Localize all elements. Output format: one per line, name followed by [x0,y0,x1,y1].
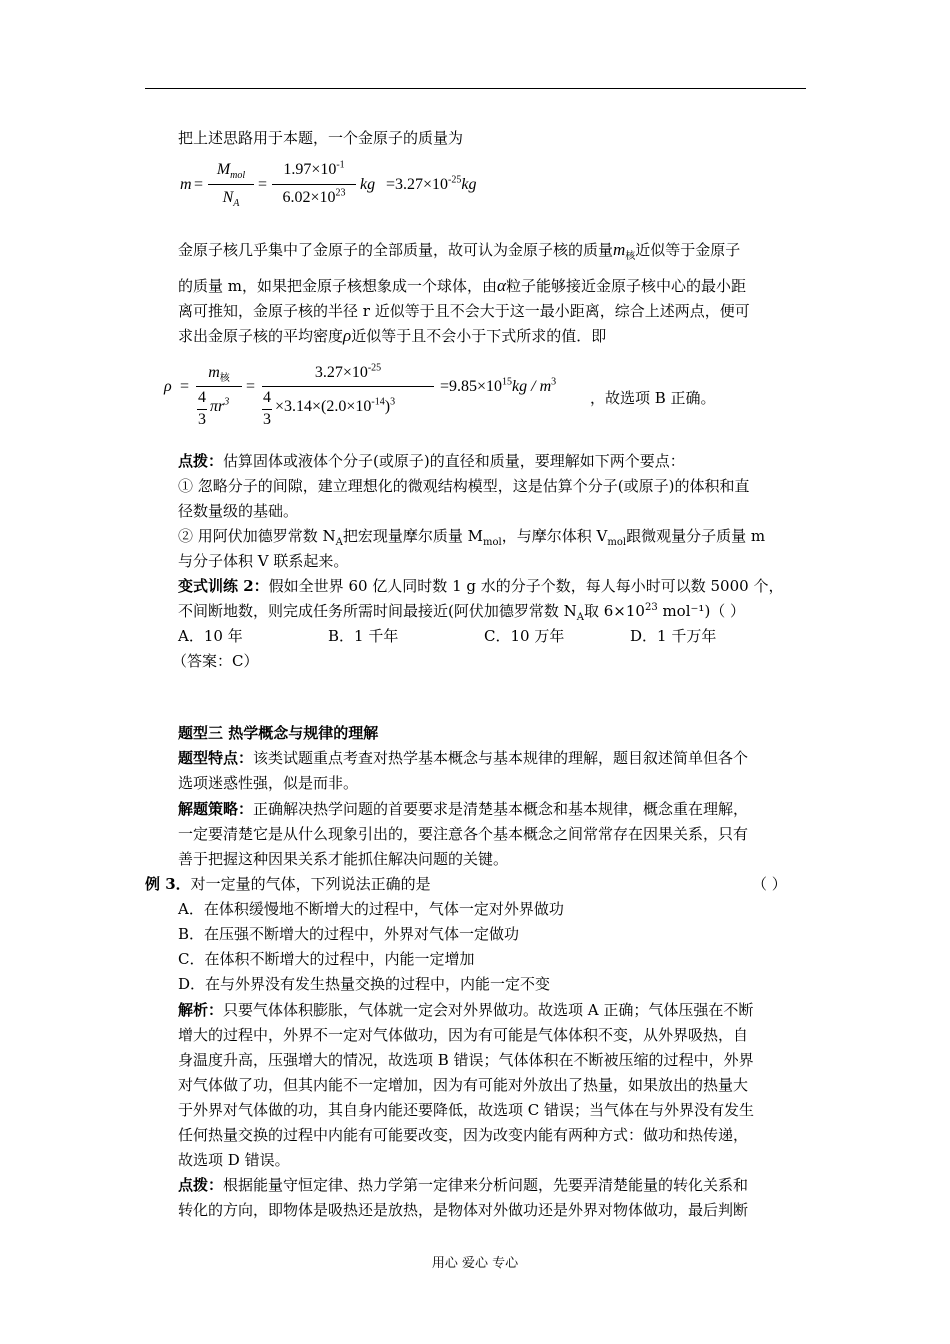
section-feature-line2: 选项迷惑性强，似是而非。 [178,774,359,792]
eq2-result: $=9.85\times 10^{15}kg / m^3$ [440,376,557,395]
example3-option: A．在体积缓慢地不断增大的过程中，气体一定对外界做功 [178,900,564,918]
dianbo1-p1b: 径数量级的基础。 [178,502,299,520]
example3-option: B．在压强不断增大的过程中，外界对气体一定做功 [178,925,520,943]
analysis-line: 解析：只要气体体积膨胀，气体就一定会对外界做功。故选项 A 正确；气体压强在不断 [178,1001,754,1019]
eq2-bar1b [197,409,207,410]
bianshi-option-b: B．1 千年 [328,627,399,645]
eq1-m: m [180,176,192,193]
example3-option: D．在与外界没有发生热量交换的过程中，内能一定不变 [178,975,551,993]
analysis-line: 对气体做了功，但其内能不一定增加，因为有可能对外放出了热量，如果放出的热量大 [178,1076,749,1094]
example3-bracket: （ ） [752,875,787,893]
eq1-den: $6.02\times 10^{23}$ [282,187,346,206]
dianbo1-p2a: ② 用阿伏加德罗常数 $N_A$把宏现量摩尔质量 $M_{mol}$，与摩尔体积 $V_{mol}$跟微观量分子质量 m [178,527,766,548]
bianshi-line1: 变式训练 2：假如全世界 60 亿人同时数 1 g 水的分子个数，每人每小时可以数 5000 个， [178,577,784,595]
bianshi-option-d: D．1 千万年 [630,627,717,645]
analysis-line: 任何热量交换的过程中内能有可能要改变，因为改变内能有两种方式：做功和热传递， [178,1126,749,1144]
eq2-mnum: $m_核$ [208,364,230,385]
analysis-line: 故选项 D 错误。 [178,1151,290,1169]
section-feature-line1: 题型特点：该类试题重点考查对热学基本概念与基本规律的理解，题目叙述简单但各个 [178,749,749,767]
analysis-line: 增大的过程中，外界不一定对气体做功，因为有可能是气体体积不变，从外界吸热，自 [178,1026,749,1044]
dianbo2-line: 点拨：根据能量守恒定律、热力学第一定律来分析问题，先要弄清楚能量的转化关系和 [178,1176,749,1194]
eq1-bar2 [272,184,356,185]
para1-line4: 求出金原子核的平均密度ρ近似等于且不会小于下式所求的值．即 [178,326,607,345]
eq1-result: $=3.27\times 10^{-25}kg$ [386,174,477,193]
dianbo1-p1a: ① 忽略分子的间隙，建立理想化的微观结构模型，这是估算个分子(或原子)的体积和直 [178,477,750,495]
bianshi-option-a: A．10 年 [178,627,243,645]
example3-question: 例 3．对一定量的气体，下列说法正确的是 [145,875,431,893]
eq2-bar1 [196,386,242,387]
section-strategy-line3: 善于把握这种因果关系才能抓住解决问题的关键。 [178,850,509,868]
para1-line1: 金原子核几乎集中了金原子的全部质量，故可认为金原子核的质量$m_核$近似等于金原子 [178,240,741,262]
bianshi-line2: 不间断地数，则完成任务所需时间最接近(阿伏加德罗常数 $N_A$取 $6\times 10^{23}$ mol⁻¹)（ ） [178,602,746,623]
eq2-pir: $\pi r^3$ [210,396,230,415]
page-footer: 用心 爱心 专心 [431,1256,519,1271]
eq1-bar1 [208,184,254,185]
eq1-na: $N_A$ [222,189,240,210]
section-strategy-line2: 一定要清楚它是从什么现象引出的，要注意各个基本概念之间常常存在因果关系，只有 [178,825,749,843]
para1-line2: 的质量 m，如果把金原子核想象成一个球体，由α粒子能够接近金原子核中心的最小距 [178,276,746,295]
dianbo1-p2b: 与分子体积 V 联系起来。 [178,552,349,570]
eq2-bar2b [262,409,272,410]
eq2-bar2 [262,386,434,387]
analysis-line: 身温度升高，压强增大的情况，故选项 B 错误；气体体积在不断被压缩的过程中，外界 [178,1051,754,1069]
analysis-line: 于外界对气体做的功，其自身内能还要降低，故选项 C 错误；当气体在与外界没有发生 [178,1101,755,1119]
eq2-den: $\times 3.14\times(2.0\times 10^{-14})^3$ [275,396,396,415]
eq1-mmol: $M_{mol}$ [216,161,246,182]
header-rule [145,88,806,89]
bianshi-option-c: C．10 万年 [484,627,565,645]
eq1-num: $1.97\times 10^{-1}$ [283,159,345,178]
intro-line: 把上述思路用于本题，一个金原子的质量为 [178,129,464,147]
section-strategy-line1: 解题策略：正确解决热学问题的首要要求是清楚基本概念和基本规律，概念重在理解， [178,800,749,818]
section-title: 题型三 热学概念与规律的理解 [178,724,379,742]
bianshi-answer: （答案：C） [172,652,259,670]
para1-line3: 离可推知，金原子核的半径 r 近似等于且不会大于这一最小距离，综合上述两点，便可 [178,302,750,320]
example3-option: C．在体积不断增大的过程中，内能一定增加 [178,950,475,968]
dianbo1-line: 点拨：估算固体或液体个分子(或原子)的直径和质量，要理解如下两个要点： [178,452,685,470]
dianbo2-line: 转化的方向，即物体是吸热还是放热，是物体对外做功还是外界对物体做功，最后判断 [178,1201,749,1219]
eq2-num: $3.27\times 10^{-25}$ [314,362,382,381]
